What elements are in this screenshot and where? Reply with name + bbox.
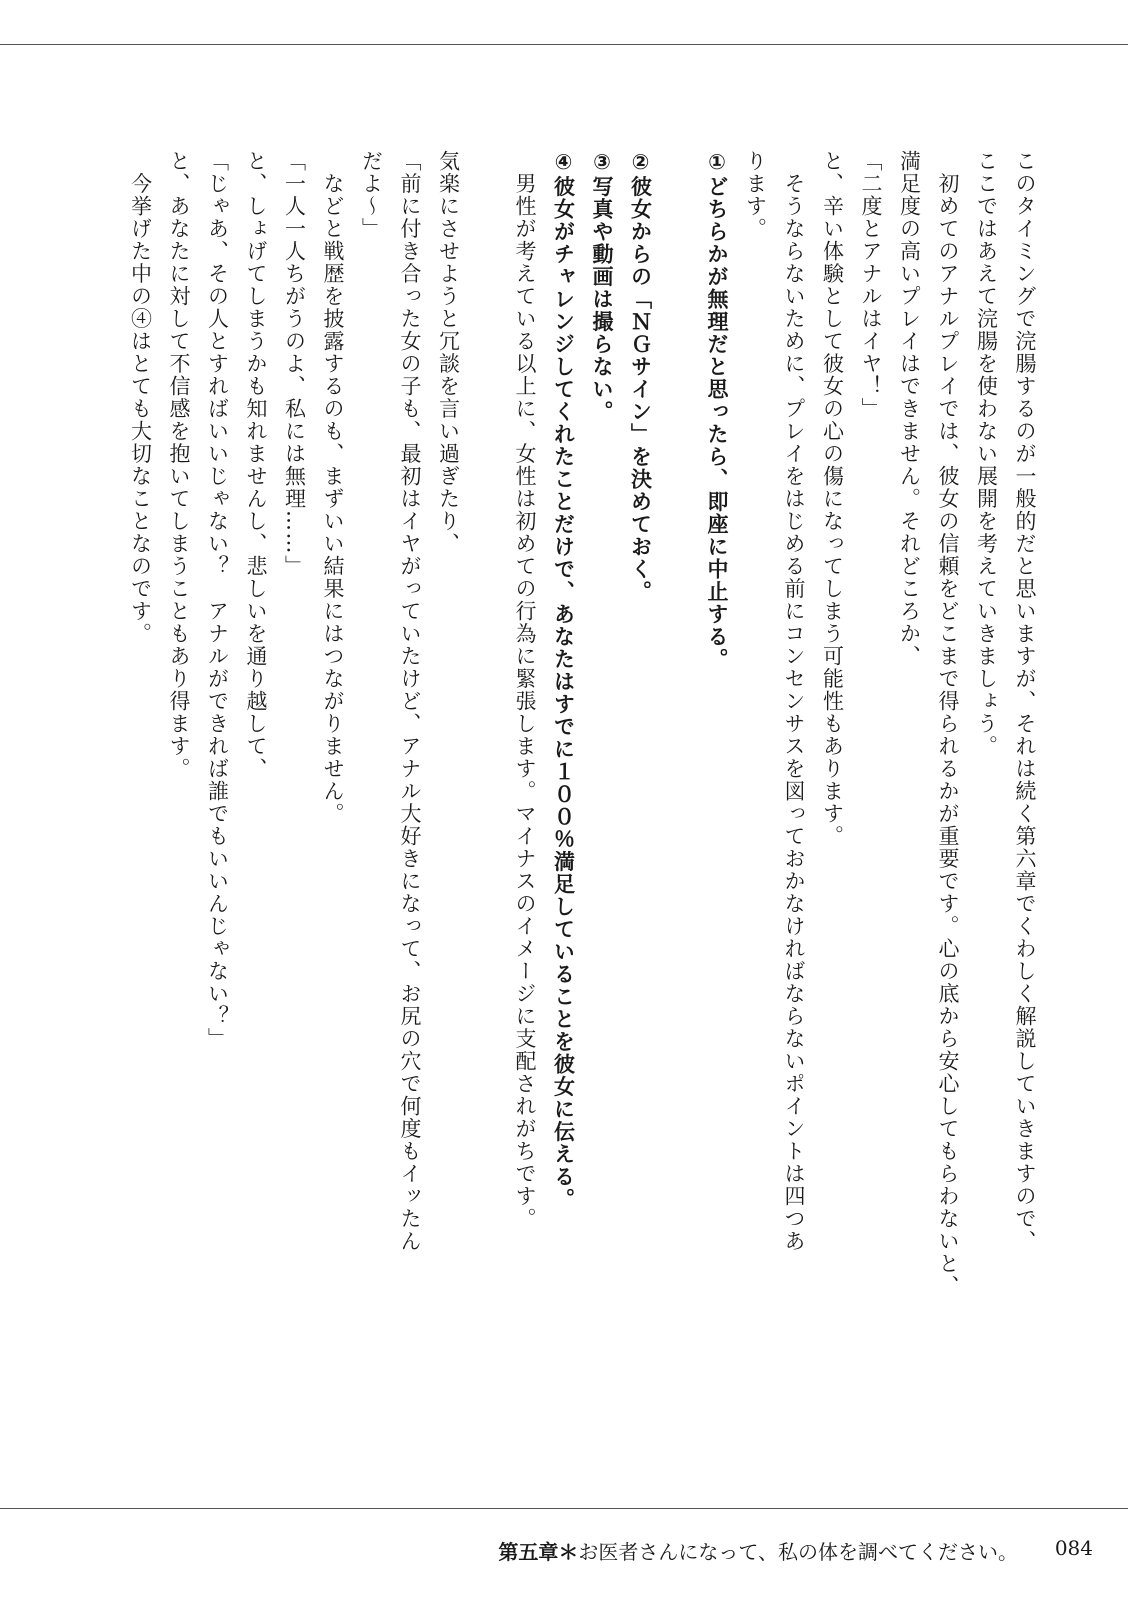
page-number: 084 bbox=[1054, 1536, 1093, 1560]
chapter-title: お医者さんになって、私の体を調べてください。 bbox=[578, 1540, 1018, 1564]
dialogue-line: だよ〜」 bbox=[359, 150, 384, 240]
dialogue-line: 「一人一人ちがうのよ、私には無理……」 bbox=[282, 150, 307, 578]
star-separator: ＊ bbox=[558, 1540, 579, 1564]
header-rule bbox=[0, 44, 1128, 45]
chapter-label: 第五章 bbox=[498, 1540, 559, 1564]
paragraph-line: ここではあえて浣腸を使わない展開を考えていきましょう。 bbox=[974, 150, 999, 758]
paragraph-line: 男性が考えている以上に、女性は初めての行為に緊張します。マイナスのイメージに支配されがちです。 bbox=[513, 150, 537, 1230]
paragraph-line: ります。 bbox=[743, 150, 768, 240]
dialogue-line: 「二度とアナルはイヤ！」 bbox=[859, 150, 883, 420]
dialogue-line: 「じゃあ、その人とすればいいじゃない？ アナルができれば誰でもいいんじゃない？」 bbox=[205, 150, 230, 1050]
rule-item-2: ②彼女からの「ＮＧサイン」を決めておく。 bbox=[628, 150, 653, 603]
dialogue-line: 「前に付き合った女の子も、最初はイヤがっていたけど、アナル大好きになって、お尻の穴で何度もイッたん bbox=[398, 150, 422, 1253]
vertical-body-text bbox=[44, 150, 1044, 1390]
rule-item-3: ③写真や動画は撮らない。 bbox=[590, 150, 614, 423]
paragraph-line: 満足度の高いプレイはできません。それどころか、 bbox=[897, 150, 922, 668]
paragraph-line: そうならないために、プレイをはじめる前にコンセンサスを図っておかなければならないポイントは四つあ bbox=[782, 150, 806, 1253]
rule-item-4: ④彼女がチャレンジしてくれたことだけで、あなたはすでに１００％満足していることを彼女に伝える。 bbox=[551, 150, 576, 1211]
rule-item-1: ①どちらかが無理だと思ったら、即座に中止する。 bbox=[705, 150, 729, 671]
footer-rule bbox=[0, 1508, 1128, 1509]
paragraph-line: このタイミングで浣腸するのが一般的だと思いますが、それは続く第六章でくわしく解説していきますので、 bbox=[1013, 150, 1037, 1253]
paragraph-line: と、あなたに対して不信感を抱いてしまうこともあり得ます。 bbox=[167, 150, 191, 780]
paragraph-line: と、辛い体験として彼女の心の傷になってしまう可能性もあります。 bbox=[820, 150, 845, 848]
paragraph-line: 初めてのアナルプレイでは、彼女の信頼をどこまで得られるかが重要です。心の底から安心してもらわないと、 bbox=[936, 150, 960, 1298]
paragraph-line: 気楽にさせようと冗談を言い過ぎたり、 bbox=[436, 150, 461, 555]
running-footer bbox=[498, 1536, 1093, 1565]
paragraph-line: と、しょげてしまうかも知れませんし、悲しいを通り越して、 bbox=[244, 150, 268, 780]
paragraph-line: などと戦歴を披露するのも、まずいい結果にはつながりません。 bbox=[321, 150, 345, 825]
paragraph-line: 今挙げた中の④はとても大切なことなのです。 bbox=[128, 150, 153, 645]
